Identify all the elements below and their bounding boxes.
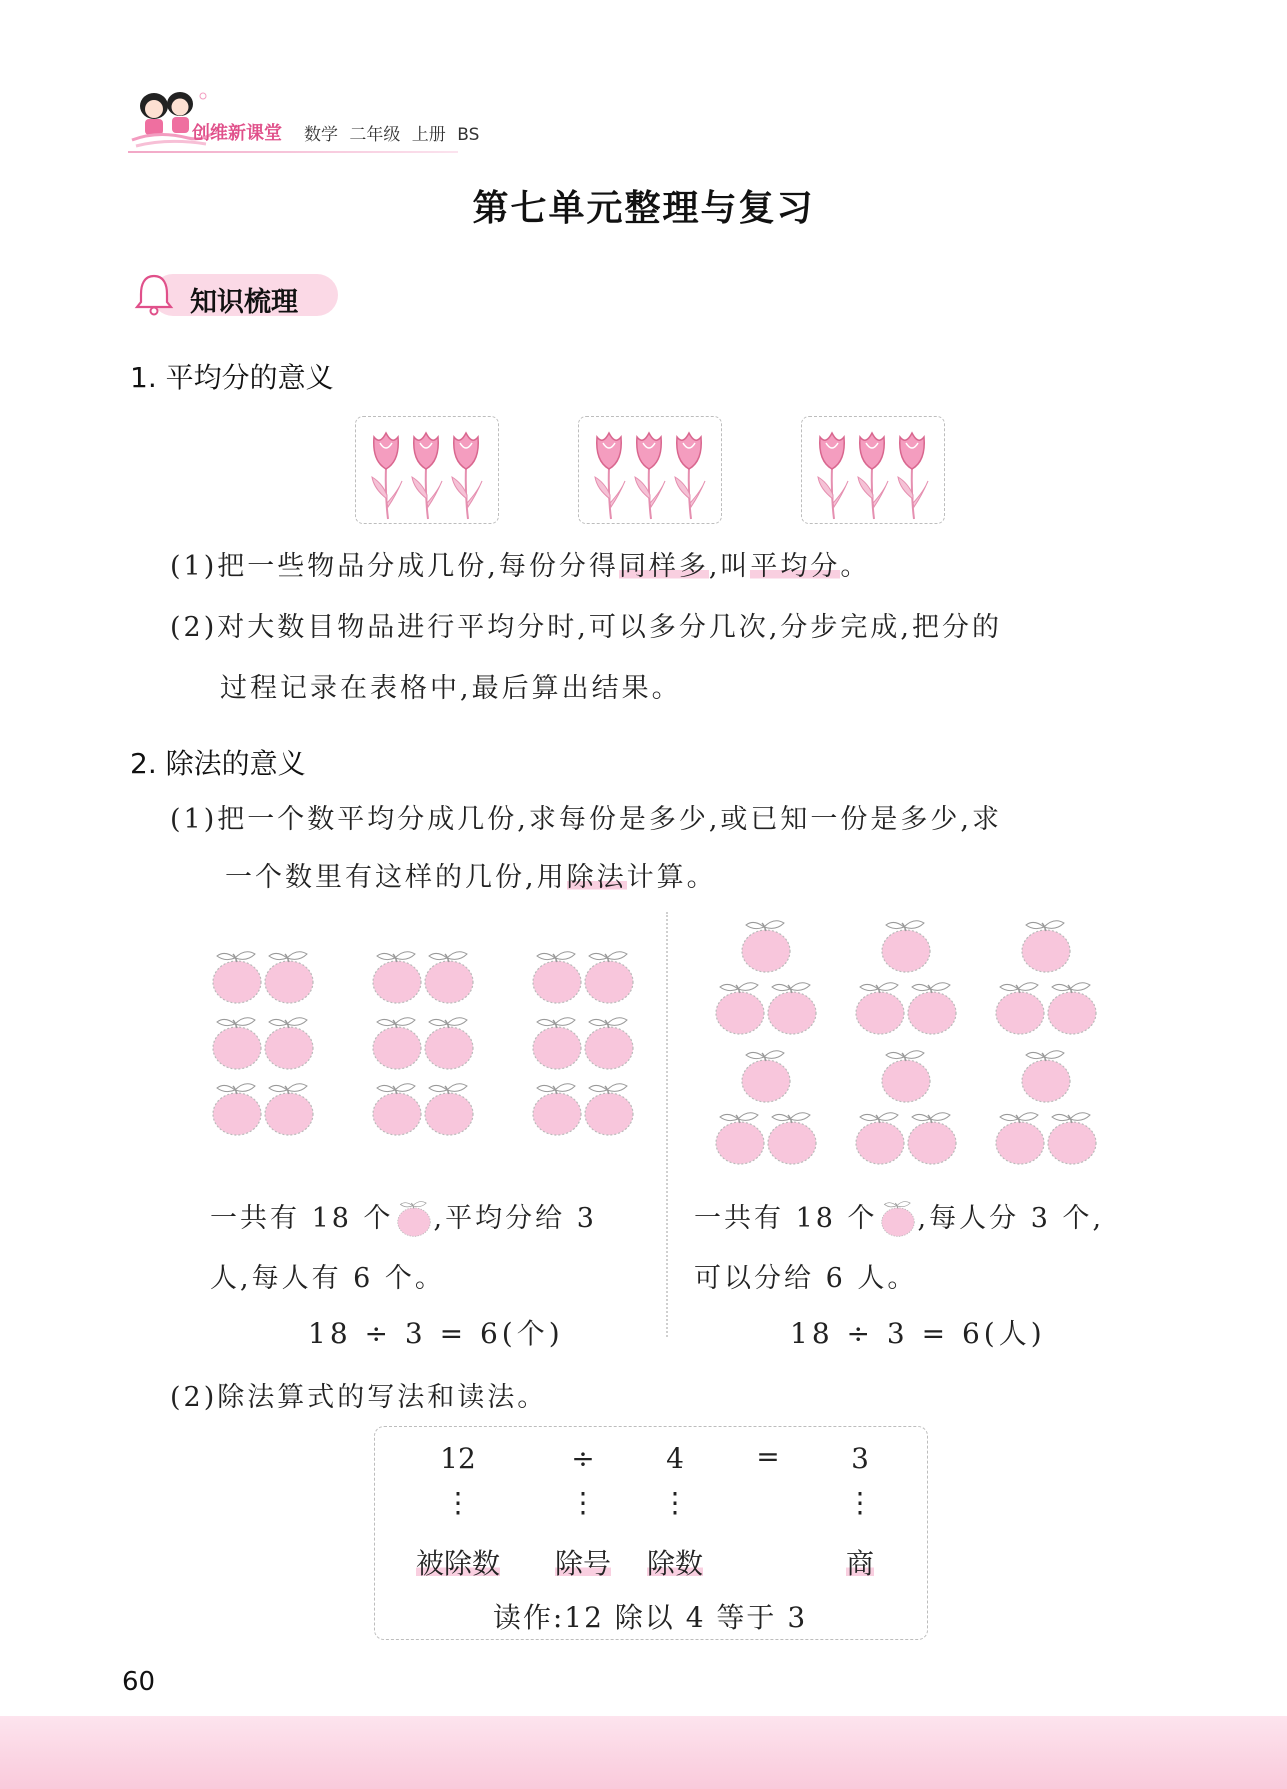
label-sign-text: 除号	[554, 1547, 611, 1580]
divisor: 4	[666, 1442, 684, 1475]
bell-icon	[132, 272, 176, 318]
division-reading: 读作:12 除以 4 等于 3	[492, 1601, 808, 1634]
tulip-group	[355, 416, 499, 524]
peach-group	[996, 921, 1096, 1034]
tulip-group	[578, 416, 722, 524]
right-caption-line1	[694, 1196, 1104, 1237]
dividend: 12	[440, 1442, 476, 1475]
tulip-icon	[802, 417, 944, 523]
dots-divisor: ⋮	[661, 1486, 689, 1519]
highlight-division: 除法	[566, 862, 627, 893]
right-equation: 18 ÷ 3 = 6(人)	[790, 1317, 1046, 1350]
column-divider	[666, 912, 668, 1337]
peach-group	[716, 1051, 816, 1164]
left-caption-text: 一共有 18 个	[210, 1203, 394, 1234]
peach-group	[213, 952, 313, 1135]
peach-icon	[878, 1199, 918, 1237]
sec2-item1-line2	[225, 864, 717, 891]
page-title: 第七单元整理与复习	[472, 188, 815, 229]
section-tag	[132, 272, 340, 318]
footer-band	[0, 1716, 1287, 1789]
division-sign: ÷	[571, 1442, 595, 1475]
label-divisor-text: 除数	[646, 1547, 703, 1580]
label-dividend	[408, 1542, 508, 1582]
right-caption-text: ,每人分 3 个,	[917, 1203, 1105, 1234]
peach-groups-by-share	[205, 940, 655, 1140]
sec1-item2-line1: (2)对大数目物品进行平均分时,可以多分几次,分步完成,把分的	[170, 612, 1002, 643]
peach-group	[856, 1051, 956, 1164]
right-caption-text: 一共有 18 个	[694, 1203, 878, 1234]
right-caption-line2: 可以分给 6 人。	[694, 1263, 918, 1294]
highlight-equal-division: 平均分	[750, 551, 841, 582]
peach-group	[533, 952, 633, 1135]
sec1-item1-text: ,叫	[708, 551, 751, 582]
left-equation: 18 ÷ 3 = 6(个)	[308, 1317, 564, 1350]
section-label: 知识梳理	[190, 287, 298, 318]
peach-icon	[394, 1199, 434, 1237]
sec2-item1-line1: (1)把一个数平均分成几份,求每份是多少,或已知一份是多少,求	[170, 804, 1002, 835]
dots-dividend: ⋮	[444, 1486, 472, 1519]
peach-group	[996, 1051, 1096, 1164]
sec1-item1-text: 。	[840, 551, 871, 582]
sec2-item2: (2)除法算式的写法和读法。	[170, 1382, 548, 1413]
header-rule	[128, 151, 458, 153]
label-quotient	[830, 1542, 890, 1582]
peach-group	[856, 921, 956, 1034]
tulip-icon	[356, 417, 498, 523]
highlight-same-amount: 同样多	[618, 551, 709, 582]
quotient: 3	[851, 1442, 869, 1475]
left-caption-line2: 人,每人有 6 个。	[210, 1263, 445, 1294]
dots-sign: ⋮	[569, 1486, 597, 1519]
sec1-item1	[170, 553, 870, 580]
dots-quotient: ⋮	[846, 1486, 874, 1519]
section-2-heading: 2. 除法的意义	[130, 747, 306, 780]
peach-group	[373, 952, 473, 1135]
brand-name: 创维新课堂	[192, 123, 282, 144]
peach-groups-by-three	[710, 915, 1120, 1175]
label-division-sign	[543, 1542, 623, 1582]
section-1-heading: 1. 平均分的意义	[130, 361, 334, 394]
tulip-icon	[579, 417, 721, 523]
book-info: 数学 二年级 上册 BS	[304, 125, 480, 145]
sec1-item2-line2: 过程记录在表格中,最后算出结果。	[220, 673, 682, 704]
sec2-item1-text: 计算。	[626, 862, 717, 893]
tulip-group	[801, 416, 945, 524]
left-caption-text: ,平均分给 3	[433, 1203, 597, 1234]
peach-group	[716, 921, 816, 1034]
sec2-item1-text: 一个数里有这样的几份,用	[225, 862, 567, 893]
label-quotient-text: 商	[845, 1547, 874, 1580]
page-number: 60	[122, 1667, 156, 1697]
label-dividend-text: 被除数	[415, 1547, 500, 1580]
equals-sign: =	[756, 1440, 780, 1473]
sec1-item1-text: (1)把一些物品分成几份,每份分得	[170, 551, 619, 582]
left-caption-line1	[210, 1196, 597, 1237]
label-divisor	[635, 1542, 715, 1582]
